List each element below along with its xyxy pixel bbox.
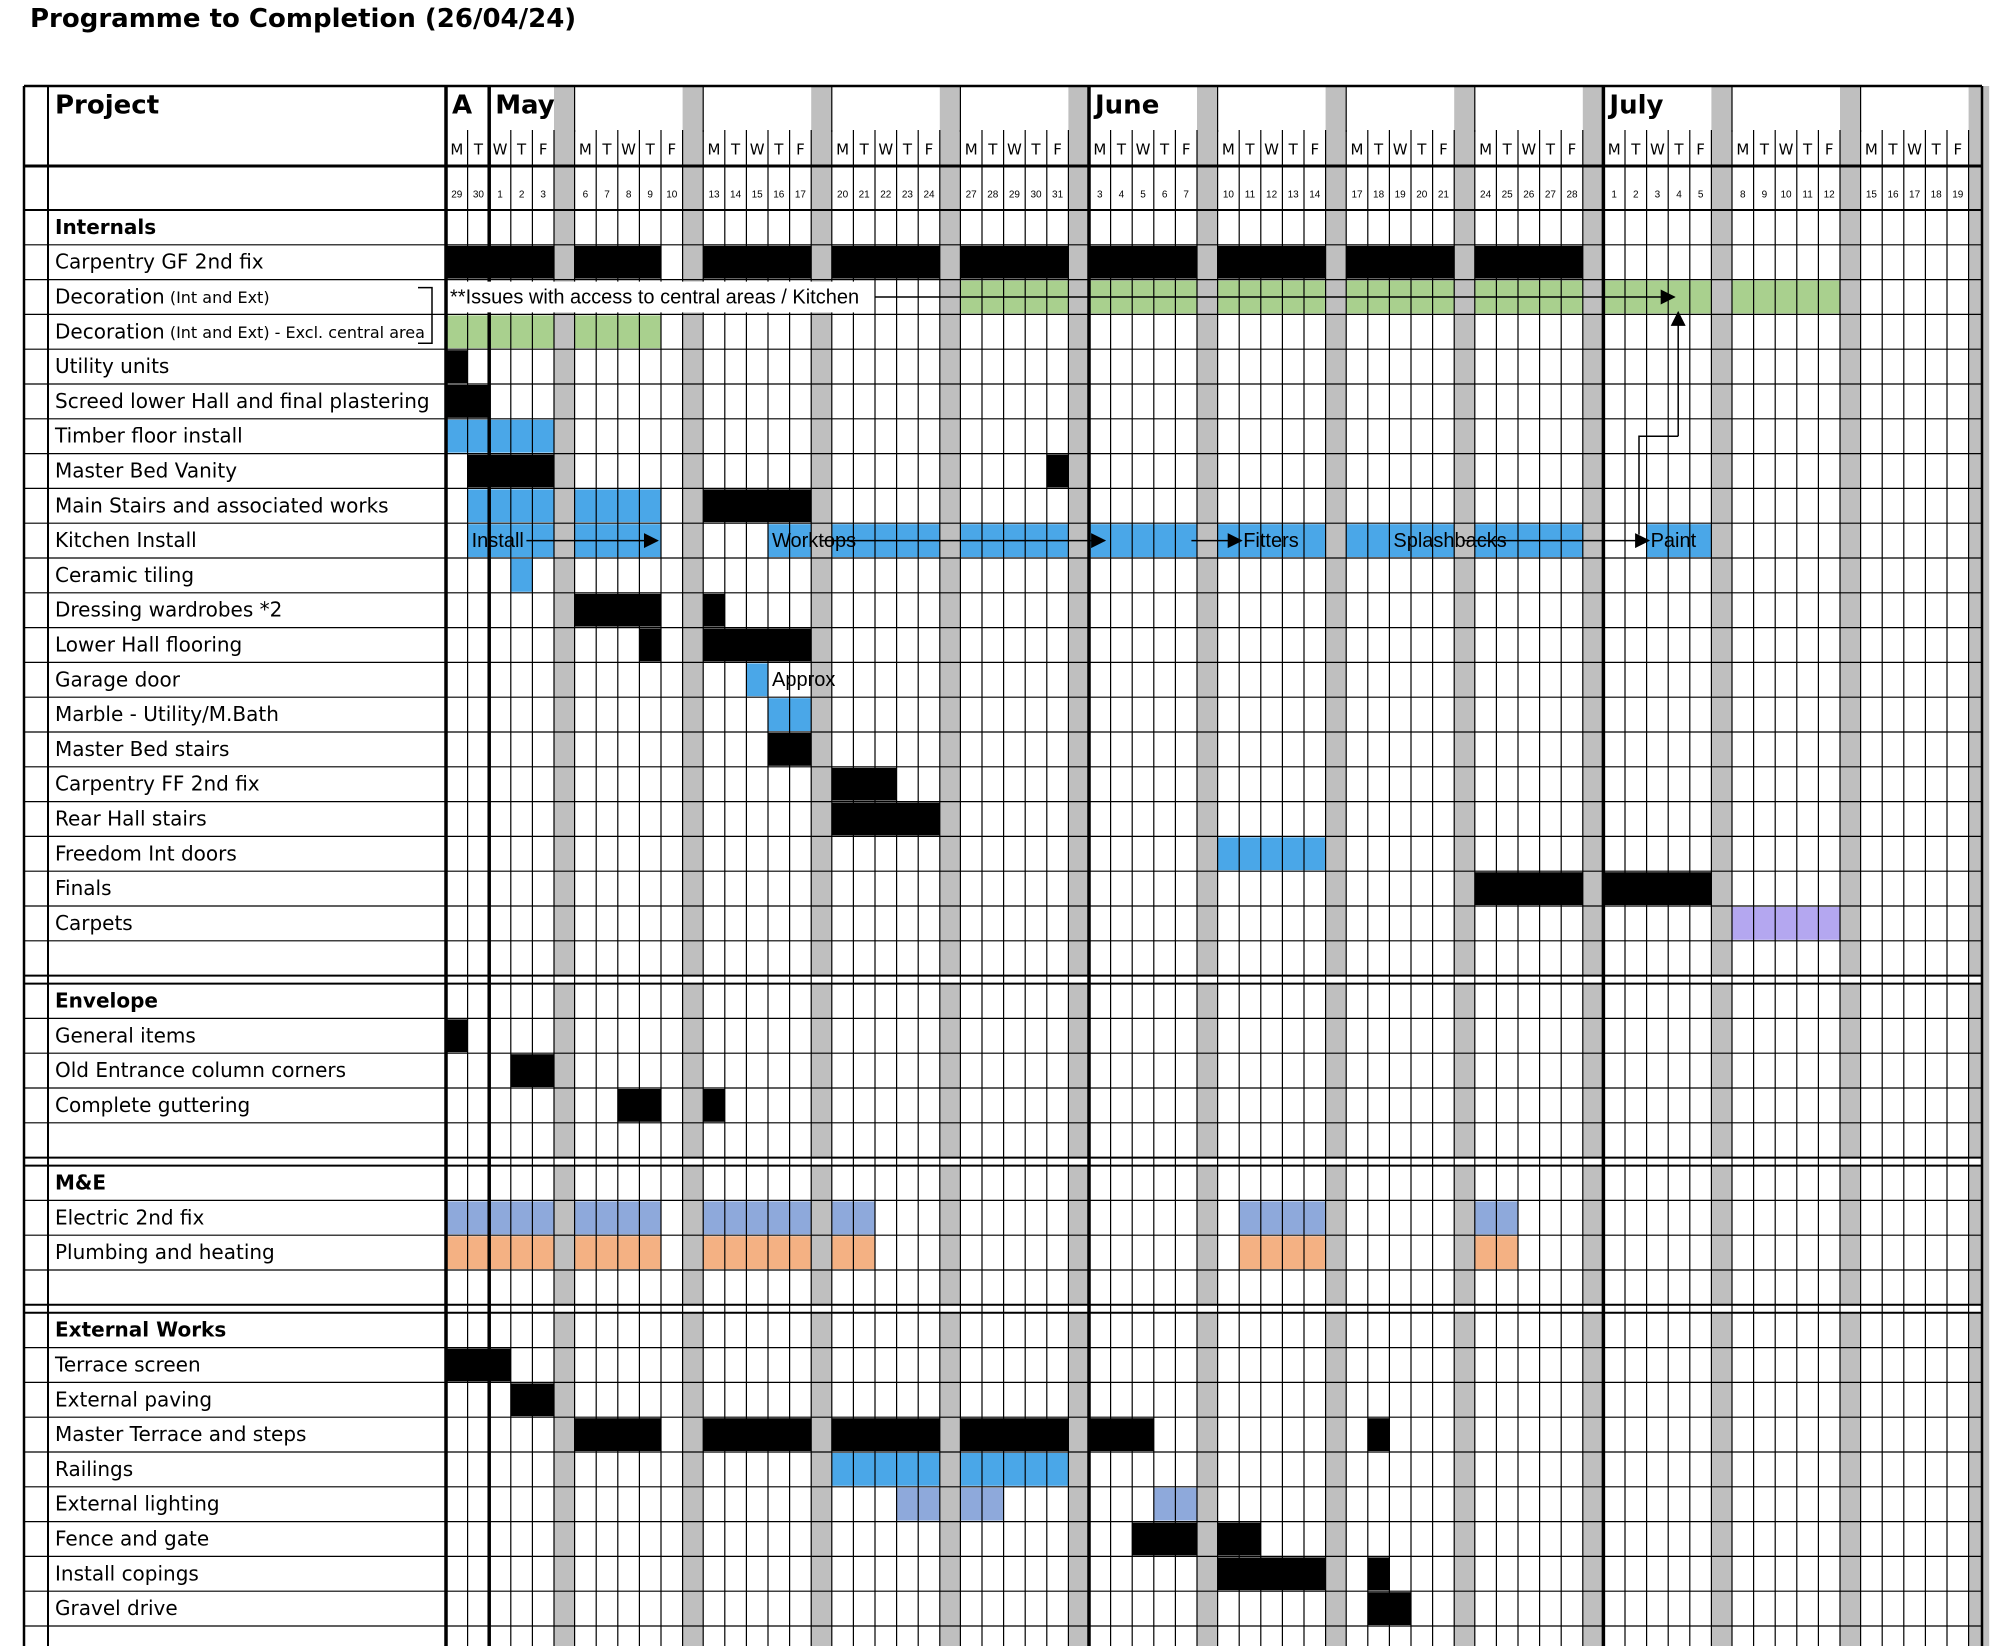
task-name: Railings xyxy=(55,1456,134,1481)
day-number: 10 xyxy=(666,189,678,201)
gantt-bar xyxy=(446,1019,468,1052)
gantt-bar xyxy=(703,594,725,627)
day-number: 16 xyxy=(773,189,785,201)
task-name: Kitchen Install xyxy=(55,528,197,553)
task-name: Carpentry GF 2nd fix xyxy=(55,249,264,274)
day-letter: W xyxy=(749,140,765,159)
day-number: 24 xyxy=(923,189,935,201)
gantt-bar xyxy=(703,246,811,279)
task-name: Marble - Utility/M.Bath xyxy=(55,702,279,727)
gantt-bar xyxy=(1368,1557,1390,1590)
day-letter: M xyxy=(1479,140,1493,159)
task-name: Garage door xyxy=(55,667,180,692)
day-number: 24 xyxy=(1480,189,1492,201)
section-title: M&E xyxy=(55,1170,107,1195)
day-letter: T xyxy=(1803,140,1813,159)
day-number: 11 xyxy=(1802,189,1813,201)
day-letter: F xyxy=(924,140,934,159)
day-letter: F xyxy=(1439,140,1448,159)
day-number: 14 xyxy=(1309,189,1321,201)
gantt-bar xyxy=(703,1236,811,1269)
day-letter: M xyxy=(450,140,464,159)
gantt-bar xyxy=(1218,1557,1326,1590)
day-letter: T xyxy=(1374,140,1384,159)
task-note: (Int and Ext) - Excl. central area xyxy=(164,322,425,342)
day-letter: W xyxy=(1521,140,1537,159)
gantt-bar xyxy=(703,1089,725,1122)
day-number: 6 xyxy=(1161,189,1168,201)
day-number: 20 xyxy=(1416,189,1428,201)
day-letter: W xyxy=(1907,140,1923,159)
gantt-bar xyxy=(746,663,768,696)
gantt-bar xyxy=(1732,907,1840,940)
gantt-bar xyxy=(832,1418,940,1451)
gantt-bar xyxy=(832,803,940,836)
section-title: External Works xyxy=(55,1317,227,1342)
day-number: 6 xyxy=(582,189,589,201)
day-number: 27 xyxy=(1544,189,1556,201)
day-number: 12 xyxy=(1266,189,1278,201)
day-number: 1 xyxy=(497,189,503,201)
day-letter: F xyxy=(538,140,548,159)
day-letter: T xyxy=(1759,140,1769,159)
day-number: 16 xyxy=(1887,189,1899,201)
day-letter: T xyxy=(1116,140,1126,159)
task-name: Rear Hall stairs xyxy=(55,806,207,831)
bar-label: Fitters xyxy=(1243,529,1299,552)
day-letter: M xyxy=(707,140,721,159)
gantt-bar xyxy=(703,489,811,522)
day-letter: T xyxy=(731,140,741,159)
gantt-bar xyxy=(1218,837,1326,870)
day-number: 18 xyxy=(1930,189,1942,201)
task-name: Master Bed Vanity xyxy=(55,458,238,483)
day-letter: T xyxy=(1288,140,1298,159)
day-letter: T xyxy=(602,140,612,159)
day-number: 4 xyxy=(1676,189,1682,201)
day-number: 29 xyxy=(1008,189,1020,201)
task-name: Decoration (Int and Ext) - Excl. central area xyxy=(55,319,425,344)
task-name: Screed lower Hall and final plastering xyxy=(55,388,430,413)
gantt-bar xyxy=(1089,1418,1154,1451)
bar-label: Install xyxy=(471,529,524,552)
task-name: Master Terrace and steps xyxy=(55,1422,307,1447)
project-header: Project xyxy=(55,90,160,121)
day-letter: T xyxy=(1502,140,1512,159)
task-name: Main Stairs and associated works xyxy=(55,493,389,518)
day-letter: T xyxy=(988,140,998,159)
day-number: 21 xyxy=(858,189,870,201)
day-number: 26 xyxy=(1523,189,1535,201)
gantt-bar xyxy=(511,559,533,592)
day-letter: F xyxy=(1053,140,1062,159)
gantt-bar xyxy=(703,1201,811,1234)
weekend-column xyxy=(1068,86,1089,1646)
day-number: 23 xyxy=(901,189,913,201)
day-number: 17 xyxy=(1909,189,1921,201)
day-letter: T xyxy=(517,140,527,159)
day-letter: F xyxy=(1567,140,1577,159)
gantt-bar xyxy=(446,1349,511,1382)
connector xyxy=(1639,436,1678,534)
gantt-bar xyxy=(1346,246,1454,279)
day-letter: T xyxy=(645,140,655,159)
day-letter: W xyxy=(1392,140,1408,159)
day-number: 3 xyxy=(1097,189,1103,201)
day-letter: W xyxy=(492,140,508,159)
day-number: 31 xyxy=(1052,189,1064,201)
gantt-bar xyxy=(960,246,1068,279)
day-number: 8 xyxy=(625,189,632,201)
day-letter: F xyxy=(1696,140,1705,159)
gantt-bar xyxy=(832,768,897,801)
day-number: 17 xyxy=(1351,189,1363,201)
gantt-bar xyxy=(1368,1418,1390,1451)
day-number: 30 xyxy=(1030,189,1042,201)
page-title: Programme to Completion (26/04/24) xyxy=(30,4,577,34)
month-label: May xyxy=(495,90,555,121)
day-number: 19 xyxy=(1394,189,1406,201)
day-number: 12 xyxy=(1823,189,1835,201)
day-letter: F xyxy=(1824,140,1834,159)
day-letter: T xyxy=(902,140,912,159)
bar-label: Approx xyxy=(772,669,836,692)
day-number: 15 xyxy=(751,189,763,201)
weekend-column xyxy=(1197,86,1218,1646)
task-name: Utility units xyxy=(55,354,170,379)
gantt-bar xyxy=(832,246,940,279)
day-letter: W xyxy=(1264,140,1280,159)
bar-label: Worktops xyxy=(772,529,857,552)
day-number: 25 xyxy=(1501,189,1513,201)
day-number: 27 xyxy=(965,189,977,201)
task-name: Ceramic tiling xyxy=(55,562,195,587)
bar-label: Paint xyxy=(1650,529,1697,552)
bar-label: Splashbacks xyxy=(1393,529,1507,552)
gantt-bar xyxy=(703,1418,811,1451)
day-letter: T xyxy=(473,140,483,159)
day-number: 7 xyxy=(1183,189,1189,201)
day-letter: W xyxy=(1778,140,1794,159)
day-letter: M xyxy=(1093,140,1107,159)
gantt-bar xyxy=(446,1236,554,1269)
gantt-bar xyxy=(446,246,554,279)
gantt-bar xyxy=(1218,246,1326,279)
gantt-bar xyxy=(960,1418,1068,1451)
day-letter: W xyxy=(878,140,894,159)
task-name: Install copings xyxy=(55,1561,199,1586)
task-name: Electric 2nd fix xyxy=(55,1205,205,1230)
gantt-bar xyxy=(639,629,661,662)
day-letter: F xyxy=(796,140,805,159)
gantt-bar xyxy=(446,350,468,383)
day-number: 10 xyxy=(1222,189,1234,201)
day-number: 14 xyxy=(730,189,742,201)
day-letter: W xyxy=(621,140,637,159)
weekend-column xyxy=(1840,86,1861,1646)
day-number: 9 xyxy=(647,189,653,201)
day-number: 21 xyxy=(1437,189,1449,201)
day-number: 8 xyxy=(1740,189,1746,201)
day-letter: F xyxy=(667,140,677,159)
weekend-column xyxy=(1326,86,1347,1646)
day-number: 2 xyxy=(1633,189,1639,201)
gantt-bar xyxy=(1132,1523,1197,1556)
task-name: Complete guttering xyxy=(55,1092,251,1117)
day-letter: T xyxy=(1674,140,1684,159)
task-name: General items xyxy=(55,1023,196,1048)
day-number: 1 xyxy=(1611,189,1617,201)
day-letter: F xyxy=(1181,140,1191,159)
day-letter: T xyxy=(774,140,784,159)
task-name: Lower Hall flooring xyxy=(55,632,243,657)
day-number: 3 xyxy=(540,189,546,201)
day-letter: W xyxy=(1006,140,1022,159)
day-number: 17 xyxy=(794,189,806,201)
month-label: July xyxy=(1609,90,1664,121)
month-label: A xyxy=(452,90,473,121)
day-letter: M xyxy=(1221,140,1235,159)
day-number: 9 xyxy=(1761,189,1768,201)
day-number: 11 xyxy=(1244,189,1256,201)
day-letter: T xyxy=(1631,140,1641,159)
day-number: 10 xyxy=(1780,189,1792,201)
task-name: Gravel drive xyxy=(55,1596,178,1621)
month-label: June xyxy=(1095,90,1160,121)
gantt-bar xyxy=(1047,455,1069,488)
day-letter: T xyxy=(859,140,869,159)
gantt-bar xyxy=(1089,246,1197,279)
bar-label: **Issues with access to central areas / Kitchen xyxy=(450,286,860,309)
task-name: Plumbing and heating xyxy=(55,1240,275,1265)
day-letter: M xyxy=(964,140,978,159)
weekend-column xyxy=(1454,86,1475,1646)
gantt-bar xyxy=(703,629,811,662)
day-letter: T xyxy=(1888,140,1898,159)
weekend-column xyxy=(1969,86,1990,1646)
gantt-bar xyxy=(1732,281,1840,314)
day-letter: T xyxy=(1545,140,1555,159)
weekend-column xyxy=(1711,86,1732,1646)
gantt-bar xyxy=(446,315,554,348)
gantt-bar xyxy=(832,1453,940,1486)
day-number: 5 xyxy=(1140,189,1146,201)
day-letter: T xyxy=(1417,140,1427,159)
day-letter: M xyxy=(578,140,592,159)
weekend-column xyxy=(683,86,704,1646)
gantt-bar xyxy=(446,1201,554,1234)
task-name: Fence and gate xyxy=(55,1526,210,1551)
task-name: Finals xyxy=(55,876,112,901)
day-number: 29 xyxy=(451,189,463,201)
task-name: Carpentry FF 2nd fix xyxy=(55,771,260,796)
weekend-column xyxy=(940,86,961,1646)
task-note: (Int and Ext) xyxy=(164,287,270,307)
day-number: 22 xyxy=(880,189,892,201)
day-letter: T xyxy=(1931,140,1941,159)
weekend-column xyxy=(1583,86,1604,1646)
day-number: 28 xyxy=(987,189,999,201)
day-letter: T xyxy=(1031,140,1041,159)
day-letter: F xyxy=(1953,140,1963,159)
day-letter: M xyxy=(1350,140,1364,159)
gantt-bar xyxy=(1475,246,1583,279)
day-letter: T xyxy=(1160,140,1170,159)
task-name: Master Bed stairs xyxy=(55,736,230,761)
task-name: Freedom Int doors xyxy=(55,841,237,866)
gantt-bar xyxy=(1089,524,1197,557)
gantt-bar xyxy=(446,420,554,453)
day-number: 5 xyxy=(1697,189,1704,201)
task-name: External lighting xyxy=(55,1491,220,1516)
day-number: 13 xyxy=(1287,189,1299,201)
day-number: 18 xyxy=(1373,189,1385,201)
section-title: Internals xyxy=(55,214,157,239)
day-letter: M xyxy=(1864,140,1878,159)
day-letter: W xyxy=(1649,140,1665,159)
weekend-column xyxy=(554,86,575,1646)
day-number: 7 xyxy=(604,189,610,201)
day-letter: W xyxy=(1135,140,1151,159)
gantt-bar xyxy=(1603,872,1711,905)
day-number: 2 xyxy=(518,189,525,201)
task-name: External paving xyxy=(55,1387,213,1412)
day-number: 3 xyxy=(1654,189,1661,201)
gantt-bar xyxy=(1475,872,1583,905)
weekend-column xyxy=(811,86,832,1646)
task-name: Terrace screen xyxy=(55,1352,201,1377)
day-number: 13 xyxy=(708,189,720,201)
day-letter: F xyxy=(1310,140,1320,159)
day-number: 19 xyxy=(1952,189,1964,201)
task-name: Decoration (Int and Ext) xyxy=(55,284,270,309)
task-name: Carpets xyxy=(55,910,133,935)
task-name: Old Entrance column corners xyxy=(55,1058,347,1083)
day-letter: M xyxy=(1607,140,1621,159)
day-number: 30 xyxy=(472,189,484,201)
task-name: Dressing wardrobes *2 xyxy=(55,597,283,622)
day-letter: M xyxy=(1736,140,1750,159)
gantt-bar xyxy=(960,1453,1068,1486)
day-number: 28 xyxy=(1566,189,1578,201)
section-title: Envelope xyxy=(55,988,158,1013)
day-letter: M xyxy=(836,140,850,159)
day-number: 20 xyxy=(837,189,849,201)
day-number: 15 xyxy=(1865,189,1877,201)
day-number: 4 xyxy=(1118,189,1125,201)
task-name: Timber floor install xyxy=(55,423,243,448)
day-letter: T xyxy=(1245,140,1255,159)
